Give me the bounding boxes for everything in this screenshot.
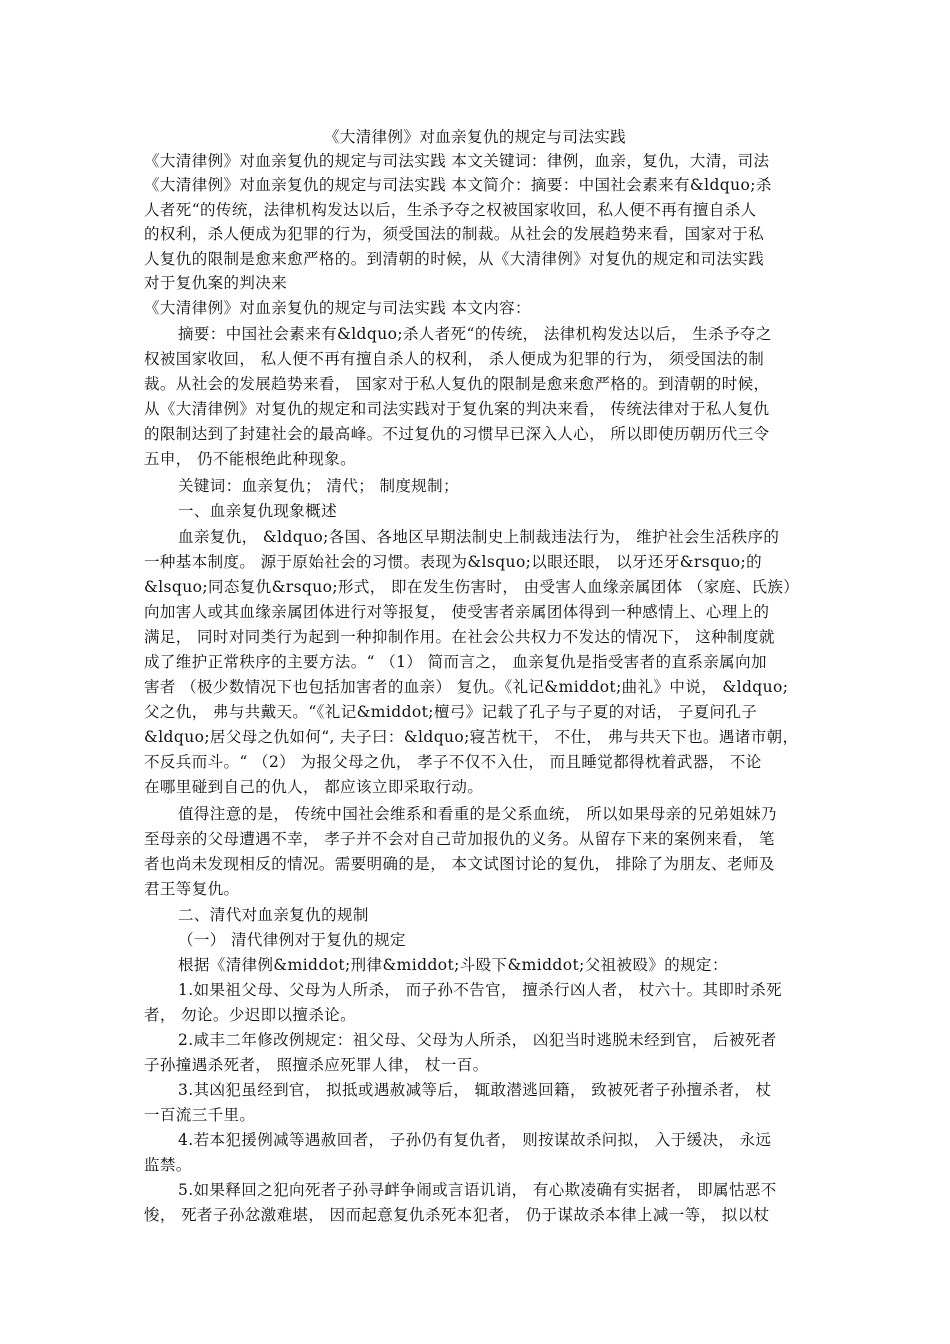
- body-line: 向加害人或其血缘亲属团体进行对等报复， 使受害者亲属团体得到一种感情上、心理上的: [144, 603, 770, 621]
- rule-item-1-cont: 者， 勿论。少迟即以擅杀论。: [144, 1006, 357, 1024]
- summary-line: 的权利，杀人便成为犯罪的行为，须受国法的制裁。从社会的发展趋势来看，国家对于私: [144, 225, 765, 243]
- body-line: 害者 （极少数情况下也包括加害者的血亲） 复仇。《礼记&middot;曲礼》中说， &ldquo;: [144, 678, 789, 696]
- summary-line: 《大清律例》对血亲复仇的规定与司法实践 本文简介：摘要：中国社会素来有&ldquo;杀: [144, 176, 772, 194]
- keywords-line: 关键词：血亲复仇； 清代； 制度规制；: [178, 477, 459, 495]
- body-line: 成了维护正常秩序的主要方法。“ （1） 简而言之， 血亲复仇是指受害者的直系亲属向加: [144, 653, 767, 671]
- abstract-line: 摘要：中国社会素来有&ldquo;杀人者死“的传统， 法律机构发达以后， 生杀予夺之: [178, 325, 772, 343]
- body-line: 父之仇， 弗与共戴天。“《礼记&middot;檀弓》记载了孔子与子夏的对话， 子夏问孔子: [144, 703, 758, 721]
- rule-item-5-cont: 悛， 死者子孙忿激难堪， 因而起意复仇杀死本犯者， 仍于谋故杀本律上减一等， 拟以杖: [144, 1206, 770, 1224]
- body-line: 值得注意的是， 传统中国社会维系和看重的是父系血统， 所以如果母亲的兄弟姐妹乃: [178, 805, 777, 823]
- body-line: 不反兵而斗。“ （2） 为报父母之仇， 孝子不仅不入仕， 而且睡觉都得枕着武器， 不论: [144, 753, 762, 771]
- rule-item-3-cont: 一百流三千里。: [144, 1106, 256, 1124]
- summary-keywords-line: 《大清律例》对血亲复仇的规定与司法实践 本文关键词：律例，血亲，复仇，大清，司法: [144, 152, 770, 170]
- rule-item-1: 1.如果祖父母、父母为人所杀， 而子孙不告官， 擅杀行凶人者， 杖六十。其即时杀死: [178, 981, 782, 999]
- body-line: 君王等复仇。: [144, 880, 240, 898]
- rule-item-4-cont: 监禁。: [144, 1156, 192, 1174]
- section-heading-1: 一、血亲复仇现象概述: [178, 502, 338, 520]
- body-line: 在哪里碰到自己的仇人， 都应该立即采取行动。: [144, 778, 484, 796]
- abstract-line: 裁。从社会的发展趋势来看， 国家对于私人复仇的限制是愈来愈严格的。到清朝的时候，: [144, 375, 770, 393]
- summary-line: 人复仇的限制是愈来愈严格的。到清朝的时候，从《大清律例》对复仇的规定和司法实践: [144, 250, 765, 268]
- abstract-line: 权被国家收回， 私人便不再有擅自杀人的权利， 杀人便成为犯罪的行为， 须受国法的制: [144, 350, 765, 368]
- rule-item-4: 4.若本犯援例减等遇赦回者， 子孙仍有复仇者， 则按谋故杀问拟， 入于缓决， 永远: [178, 1131, 772, 1149]
- summary-line: 对于复仇案的判决来: [144, 274, 288, 292]
- body-line: 满足， 同时对同类行为起到一种抑制作用。在社会公共权力不发达的情况下， 这种制度就: [144, 628, 775, 646]
- rule-item-2: 2.咸丰二年修改例规定：祖父母、父母为人所杀， 凶犯当时逃脱未经到官， 后被死者: [178, 1031, 777, 1049]
- abstract-line: 五申， 仍不能根绝此种现象。: [144, 450, 357, 468]
- subsection-heading: （一） 清代律例对于复仇的规定: [178, 931, 406, 949]
- body-line: 血亲复仇， &ldquo;各国、各地区早期法制史上制裁违法行为， 维护社会生活秩序的: [178, 528, 780, 546]
- rule-item-2-cont: 子孙撞遇杀死者， 照擅杀应死罪人律， 杖一百。: [144, 1056, 489, 1074]
- rule-item-5: 5.如果释回之犯向死者子孙寻衅争闹或言语讥诮， 有心欺凌确有实据者， 即属怙恶不: [178, 1181, 777, 1199]
- summary-line: 人者死“的传统，法律机构发达以后，生杀予夺之权被国家收回，私人便不再有擅自杀人: [144, 201, 757, 219]
- abstract-line: 的限制达到了封建社会的最高峰。不过复仇的习惯早已深入人心， 所以即使历朝历代三令: [144, 425, 770, 443]
- document-title: 《大清律例》对血亲复仇的规定与司法实践: [323, 128, 627, 146]
- body-line: &lsquo;同态复仇&rsquo;形式， 即在发生伤害时， 由受害人血缘亲属团体 （家庭、氏族）: [144, 578, 800, 596]
- abstract-line: 从《大清律例》对复仇的规定和司法实践对于复仇案的判决来看， 传统法律对于私人复仇: [144, 400, 770, 418]
- body-line: 根据《清律例&middot;刑律&middot;斗殴下&middot;父祖被殴》的规定：: [178, 956, 728, 974]
- content-label-line: 《大清律例》对血亲复仇的规定与司法实践 本文内容：: [144, 299, 531, 317]
- body-line: &ldquo;居父母之仇如何“, 夫子曰：&ldquo;寝苫枕干， 不仕， 弗与共天下也。遇诸市朝，: [144, 728, 799, 746]
- body-line: 至母亲的父母遭遇不幸， 孝子并不会对自己苛加报仇的义务。从留存下来的案例来看， 笔: [144, 830, 775, 848]
- section-heading-2: 二、清代对血亲复仇的规制: [178, 906, 369, 924]
- body-line: 者也尚未发现相反的情况。需要明确的是， 本文试图讨论的复仇， 排除了为朋友、老师及: [144, 855, 775, 873]
- rule-item-3: 3.其凶犯虽经到官， 拟抵或遇赦减等后， 辄敢潜逃回籍， 致被死者子孙擅杀者， 杖: [178, 1081, 772, 1099]
- body-line: 一种基本制度。 源于原始社会的习惯。表现为&lsquo;以眼还眼， 以牙还牙&rsquo;的: [144, 553, 763, 571]
